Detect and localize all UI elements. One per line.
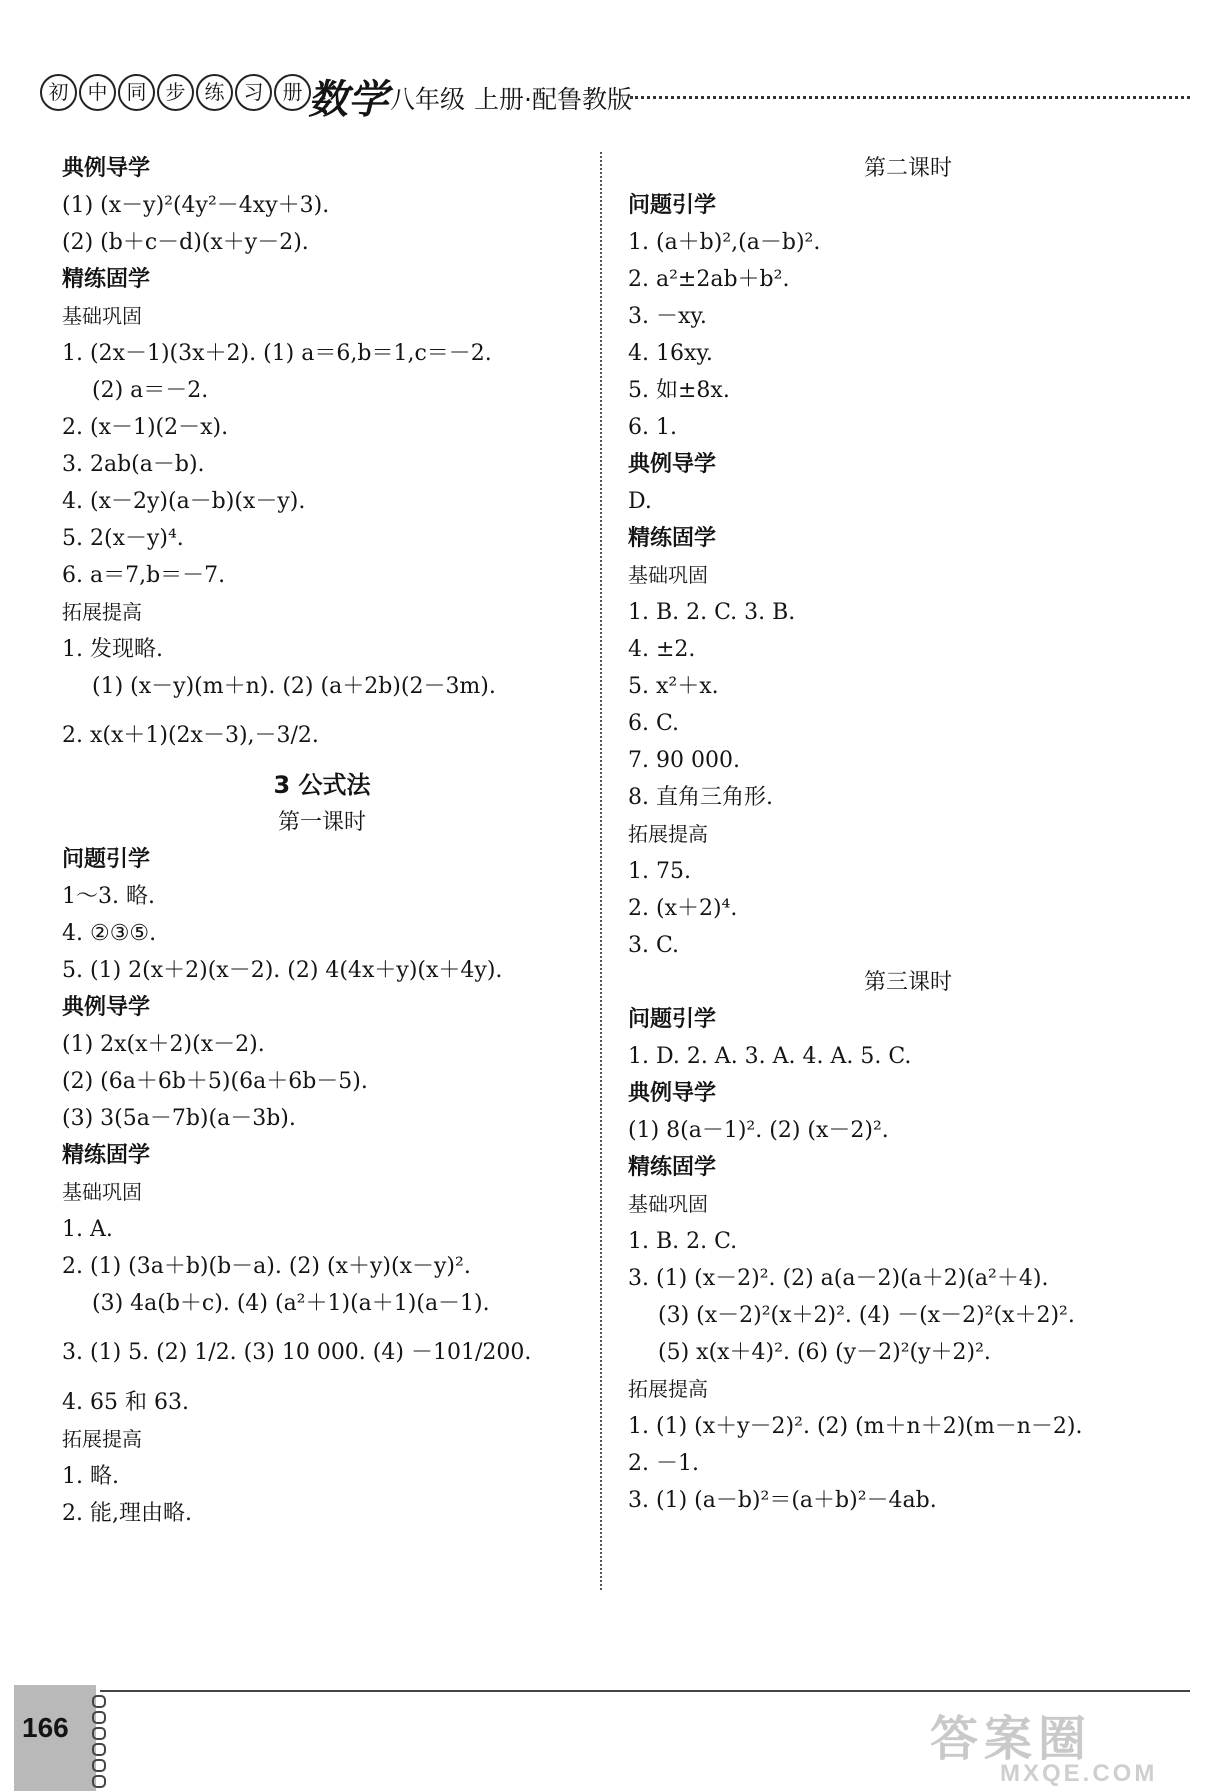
section-heading: 拓展提高 xyxy=(628,822,708,846)
page-header xyxy=(40,62,1190,122)
answer-line: 3. －xy. xyxy=(628,304,707,329)
binding-rings-icon xyxy=(92,1695,106,1791)
section-heading: 拓展提高 xyxy=(62,1427,142,1451)
section-heading: 问题引学 xyxy=(628,193,717,218)
answer-line: 3. C. xyxy=(628,933,680,958)
column-divider xyxy=(600,152,602,1590)
watermark-logo: 答案圈 xyxy=(930,1711,1093,1767)
answer-line: (3) (x－2)²(x＋2)². (4) －(x－2)²(x＋2)². xyxy=(658,1303,1075,1328)
series-char: 初 xyxy=(40,74,77,111)
answer-line: 1. (1) (x＋y－2)². (2) (m＋n＋2)(m－n－2). xyxy=(628,1414,1083,1439)
answer-line: 1. B. 2. C. xyxy=(628,1229,738,1254)
answer-line: 2. (x－1)(2－x). xyxy=(62,415,229,440)
subject-title: 数学 xyxy=(308,77,388,123)
section-heading: 精练固学 xyxy=(628,1155,717,1180)
answer-line: 1. 发现略. xyxy=(62,637,163,662)
watermark-url: MXQE.COM xyxy=(1000,1760,1158,1787)
answer-line: 4. ②③⑤. xyxy=(62,921,157,946)
answer-line: (2) (b＋c－d)(x＋y－2). xyxy=(62,230,309,255)
section-heading: 基础巩固 xyxy=(62,304,142,328)
section-heading: 精练固学 xyxy=(62,267,151,292)
answer-line: 2. 能,理由略. xyxy=(62,1501,192,1526)
answer-line: 1～3. 略. xyxy=(62,884,155,909)
answer-line: 6. C. xyxy=(628,711,680,736)
series-char: 练 xyxy=(196,74,233,111)
footer-rule xyxy=(100,1690,1190,1692)
answer-line: 4. 65 和 63. xyxy=(62,1390,189,1415)
answer-line: 5. 如±8x. xyxy=(628,378,730,403)
answer-line: (3) 4a(b＋c). (4) (a²＋1)(a＋1)(a－1). xyxy=(92,1291,490,1316)
answer-line: 5. (1) 2(x＋2)(x－2). (2) 4(4x＋y)(x＋4y). xyxy=(62,958,503,983)
section-heading: 典例导学 xyxy=(62,156,151,181)
answer-line: 4. 16xy. xyxy=(628,341,713,366)
answer-line: 3. (1) (a－b)²＝(a＋b)²－4ab. xyxy=(628,1488,937,1513)
section-heading: 基础巩固 xyxy=(628,1192,708,1216)
answer-line: 1. A. xyxy=(62,1217,113,1242)
answer-line: 1. 75. xyxy=(628,859,691,884)
section-heading: 基础巩固 xyxy=(62,1180,142,1204)
answer-line: 3. (1) (x－2)². (2) a(a－2)(a＋2)(a²＋4). xyxy=(628,1266,1049,1291)
section-heading: 典例导学 xyxy=(628,452,717,477)
answer-line: (3) 3(5a－7b)(a－3b). xyxy=(62,1106,296,1131)
section-heading: 精练固学 xyxy=(628,526,717,551)
answer-line: (5) x(x＋4)². (6) (y－2)²(y＋2)². xyxy=(658,1340,991,1365)
answer-line: (1) (x－y)²(4y²－4xy＋3). xyxy=(62,193,330,218)
section-heading: 典例导学 xyxy=(62,995,151,1020)
answer-line: (2) a＝－2. xyxy=(92,378,209,403)
right-answer-column xyxy=(628,150,1188,1519)
answer-line: 1. (2x－1)(3x＋2). (1) a＝6,b＝1,c＝－2. xyxy=(62,341,492,366)
answer-line: 1. 略. xyxy=(62,1464,119,1489)
section-heading: 基础巩固 xyxy=(628,563,708,587)
answer-line: 2. －1. xyxy=(628,1451,699,1476)
page-number: 166 xyxy=(22,1712,69,1743)
answer-line: 3. 2ab(a－b). xyxy=(62,452,205,477)
section-heading: 3 公式法 xyxy=(273,771,371,799)
answer-line: 2. (1) (3a＋b)(b－a). (2) (x＋y)(x－y)². xyxy=(62,1254,471,1279)
series-char: 中 xyxy=(79,74,116,111)
answer-line: 6. a＝7,b＝－7. xyxy=(62,563,226,588)
answer-line: 2. (x＋2)⁴. xyxy=(628,896,738,921)
answer-line: 1. B. 2. C. 3. B. xyxy=(628,600,796,625)
answer-line: 4. ±2. xyxy=(628,637,696,662)
answer-line: 1. D. 2. A. 3. A. 4. A. 5. C. xyxy=(628,1044,912,1069)
series-title xyxy=(40,74,311,111)
section-heading: 问题引学 xyxy=(62,847,151,872)
section-heading: 问题引学 xyxy=(628,1007,717,1032)
answer-line: 5. x²＋x. xyxy=(628,674,719,699)
answer-line: (1) (x－y)(m＋n). (2) (a＋2b)(2－3m). xyxy=(92,674,496,699)
section-heading: 拓展提高 xyxy=(628,1377,708,1401)
answer-line: (1) 8(a－1)². (2) (x－2)². xyxy=(628,1118,889,1143)
series-char: 习 xyxy=(235,74,272,111)
section-heading: 典例导学 xyxy=(628,1081,717,1106)
answer-line: 2. a²±2ab＋b². xyxy=(628,267,790,292)
edition-label: 上册·配鲁教版 xyxy=(474,85,632,114)
section-heading: 第一课时 xyxy=(277,810,366,835)
answer-line: 4. (x－2y)(a－b)(x－y). xyxy=(62,489,306,514)
answer-line: (1) 2x(x＋2)(x－2). xyxy=(62,1032,265,1057)
answer-line: 5. 2(x－y)⁴. xyxy=(62,526,184,551)
section-heading: 第二课时 xyxy=(863,156,952,181)
answer-line: 1. (a＋b)²,(a－b)². xyxy=(628,230,821,255)
answer-line: (2) (6a＋6b＋5)(6a＋6b－5). xyxy=(62,1069,368,1094)
answer-line: 3. (1) 5. (2) 1/2. (3) 10 000. (4) －101/200. xyxy=(62,1340,532,1365)
header-dotted-rule xyxy=(630,96,1190,99)
series-char: 册 xyxy=(274,74,311,111)
answer-line: 7. 90 000. xyxy=(628,748,740,773)
grade-label: 八年级 xyxy=(390,85,466,114)
series-char: 同 xyxy=(118,74,155,111)
answer-line: 6. 1. xyxy=(628,415,677,440)
answer-line: D. xyxy=(628,489,652,514)
section-heading: 第三课时 xyxy=(863,970,952,995)
answer-line: 8. 直角三角形. xyxy=(628,785,773,810)
section-heading: 拓展提高 xyxy=(62,600,142,624)
series-char: 步 xyxy=(157,74,194,111)
section-heading: 精练固学 xyxy=(62,1143,151,1168)
answer-line: 2. x(x＋1)(2x－3),－3/2. xyxy=(62,723,319,748)
left-answer-column xyxy=(62,150,582,1532)
